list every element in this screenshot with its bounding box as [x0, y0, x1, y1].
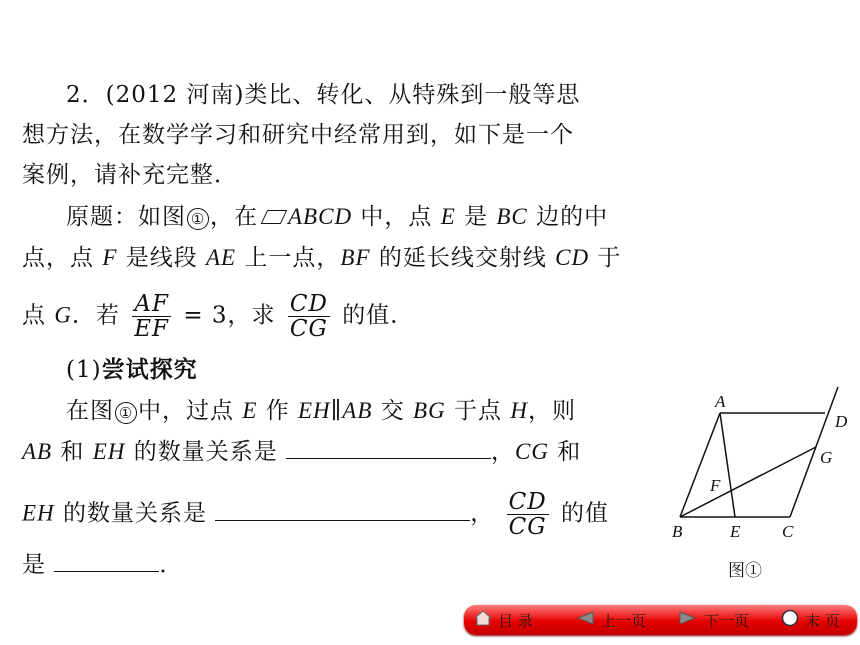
answer-blank-3[interactable] — [54, 553, 159, 572]
label-c: C — [782, 522, 794, 541]
fraction-af-ef: $\frac{AF}{EF}$ — [134, 291, 169, 342]
navigation-bar — [464, 605, 857, 635]
problem-line-4: 原题：如图 ① ，在 ABCD 中，点 E 是 BC 边的中 — [66, 204, 609, 230]
label-b: B — [672, 522, 683, 541]
part1-heading: (1)尝试探究 — [66, 357, 198, 383]
end-page-button[interactable]: 末 页 — [771, 605, 857, 635]
parallelogram-symbol — [261, 210, 288, 224]
part1-line-1: 在图 ① 中，过点 E 作 EH∥AB 交 BG 于点 H，则 — [66, 398, 576, 424]
fraction-cd-cg: $\frac{CD}{CG}$ — [289, 291, 328, 342]
figure-caption: 图① — [728, 561, 762, 581]
part1-line-4: 是 ． — [22, 552, 184, 578]
right-arrow-icon — [678, 610, 698, 630]
segment-ab — [680, 413, 720, 517]
problem-line-1: 2．(2012 河南)类比、转化、从特殊到一般等思 — [66, 82, 581, 108]
answer-blank-2[interactable] — [215, 502, 470, 521]
left-arrow-icon — [575, 610, 595, 630]
label-a: A — [715, 392, 726, 411]
label-g: G — [820, 448, 833, 467]
label-f: F — [710, 476, 721, 495]
geometry-figure — [660, 385, 860, 550]
prev-page-button[interactable]: 上一页 — [567, 605, 668, 635]
problem-line-2: 想方法，在数学学习和研究中经常用到，如下是一个 — [22, 122, 574, 148]
label-e: E — [730, 522, 741, 541]
problem-line-5: 点，点 F 是线段 AE 上一点，BF 的延长线交射线 CD 于 — [22, 245, 622, 271]
problem-line-6: 点 G．若 $\frac{AF}{EF}$ = 3，求 $\frac{CD}{CG}$ 的值． — [22, 291, 415, 342]
home-icon — [474, 610, 492, 630]
home-button[interactable]: 目 录 — [464, 605, 567, 635]
label-d: D — [835, 412, 848, 431]
part1-line-2: AB 和 EH 的数量关系是 ，CG 和 — [22, 439, 582, 465]
answer-blank-1[interactable] — [286, 440, 491, 459]
circle-icon — [781, 609, 799, 631]
problem-line-3: 案例，请补充完整． — [22, 162, 238, 188]
next-page-button[interactable]: 下一页 — [668, 605, 771, 635]
part1-line-3: EH 的数量关系是 ， $\frac{CD}{CG}$ 的值 — [22, 489, 609, 540]
segment-ae — [720, 413, 735, 517]
segment-bg — [680, 447, 816, 517]
fraction-cd-cg-2: $\frac{CD}{CG}$ — [508, 489, 547, 540]
